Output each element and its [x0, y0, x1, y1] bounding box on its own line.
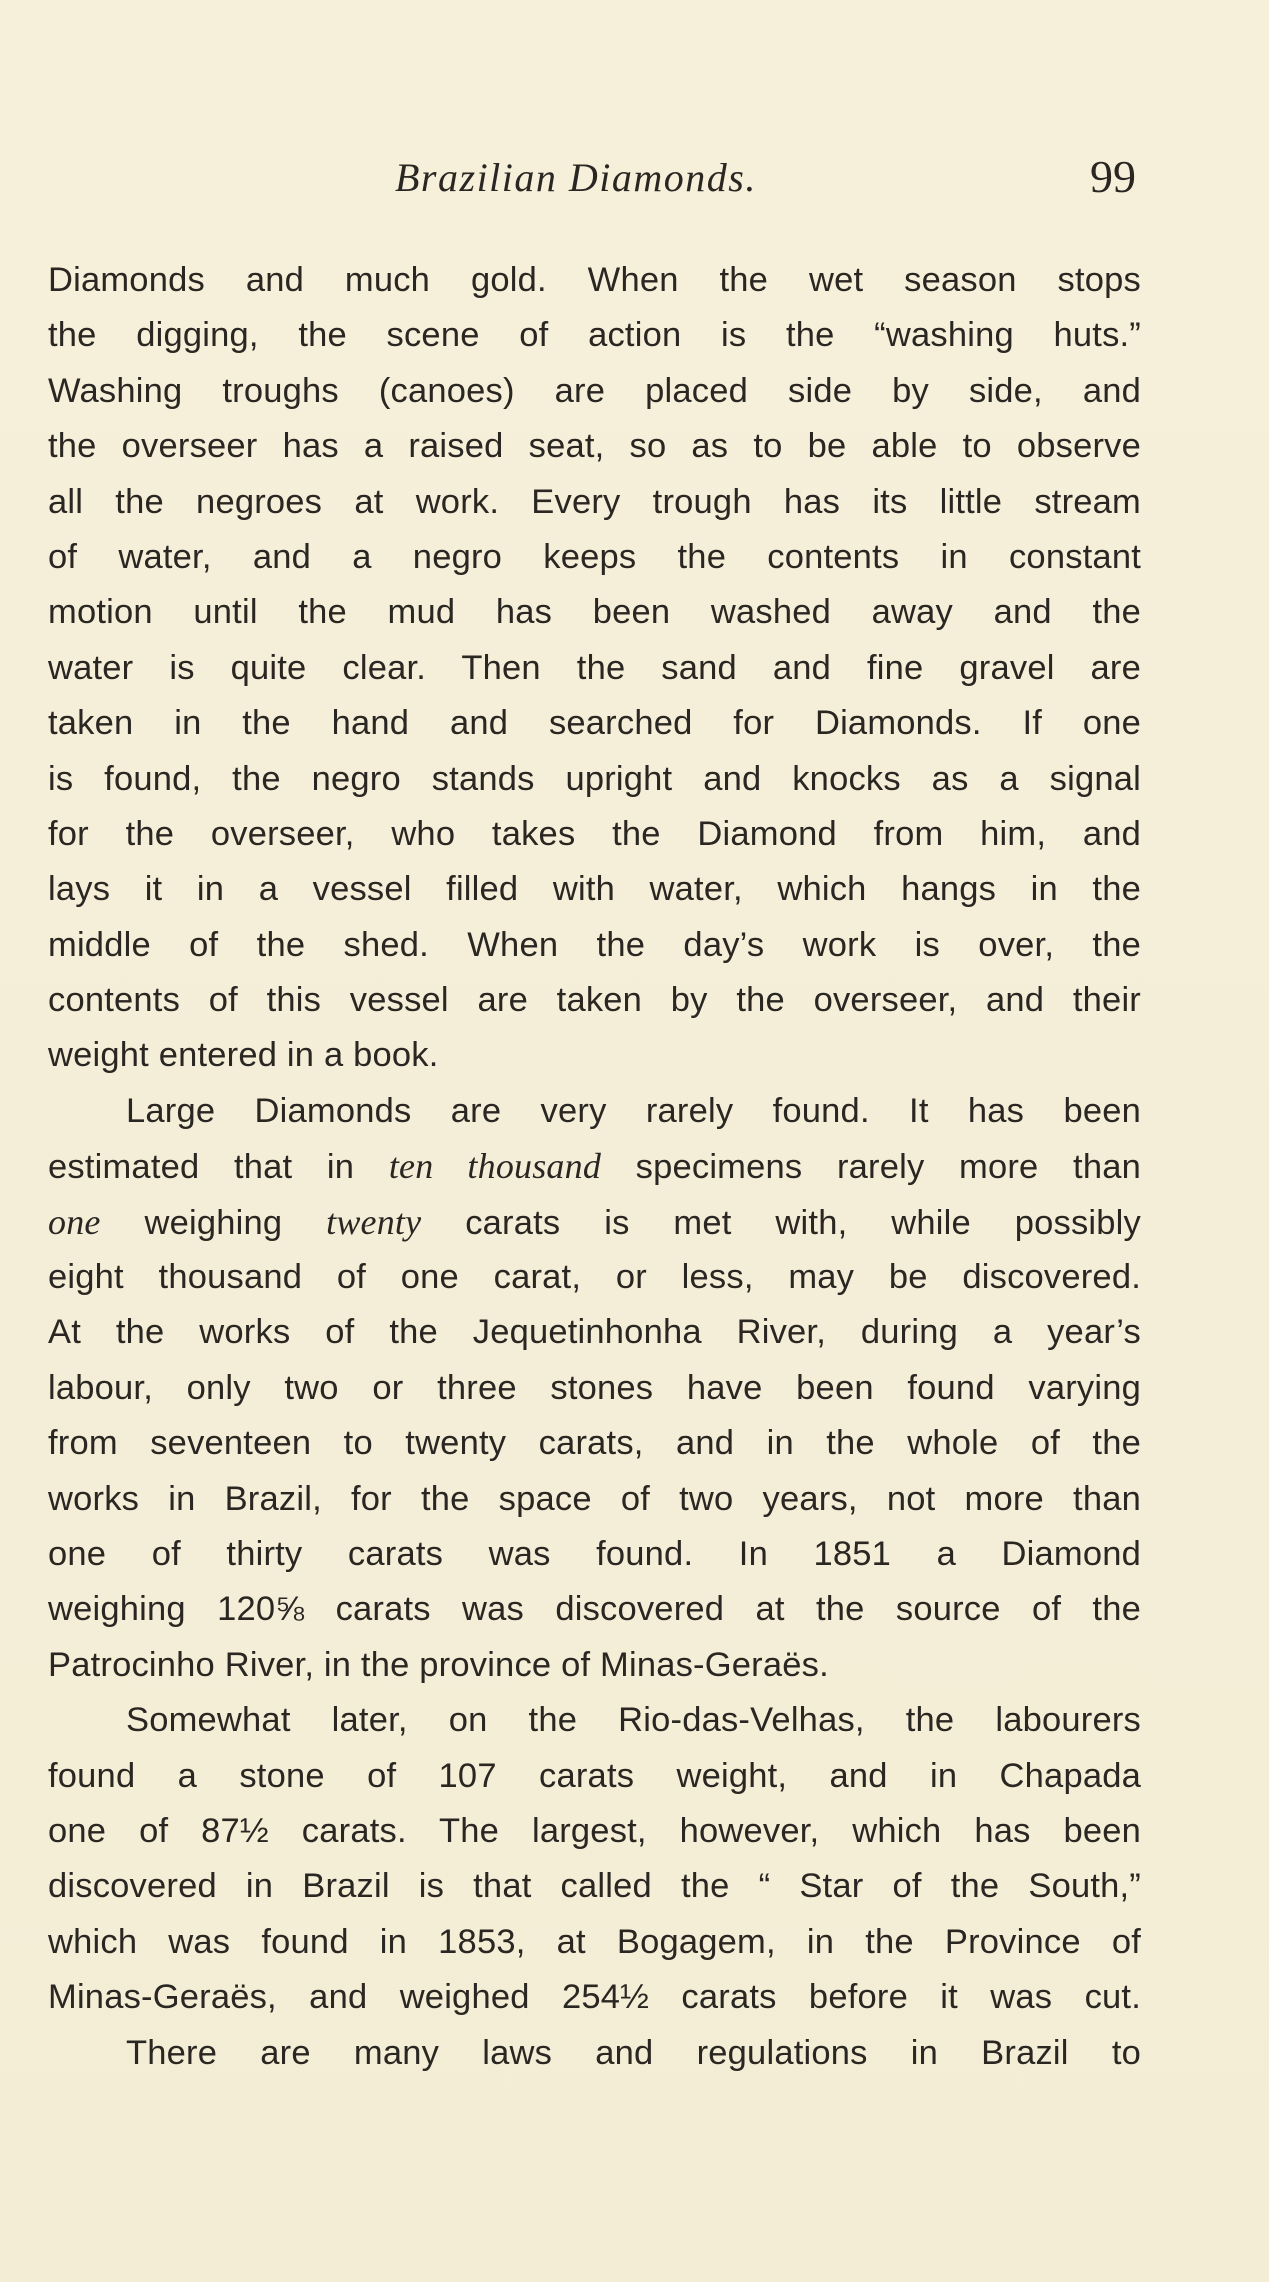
text-line: [48, 862, 1141, 917]
text-line: [48, 1028, 1141, 1083]
text-line: [48, 1804, 1141, 1859]
text-run: water is quite clear. Then the sand and fine gravel are: [48, 648, 1141, 687]
text-line: [48, 1693, 1141, 1748]
text-run: of water, and a negro keeps the contents in constant: [48, 537, 1141, 576]
text-line: [48, 1139, 1141, 1194]
text-run: middle of the shed. When the day’s work is over, the: [48, 925, 1141, 964]
text-run: At the works of the Jequetinhonha River, during a year’s: [48, 1313, 1141, 1352]
text-line: [48, 530, 1141, 585]
text-line: [48, 1527, 1141, 1582]
italic-phrase: one: [48, 1201, 101, 1242]
text-run: There are many laws and regulations in Brazil to: [126, 2033, 1141, 2072]
text-line: [48, 973, 1141, 1028]
page-number: 99: [1090, 151, 1136, 202]
running-title: Brazilian Diamonds.: [395, 155, 757, 200]
text-run: eight thousand of one carat, or less, may be discovered.: [48, 1258, 1141, 1297]
italic-phrase: twenty: [326, 1201, 422, 1242]
text-line: [48, 253, 1141, 308]
text-line: [48, 1472, 1141, 1527]
text-line: [48, 1859, 1141, 1914]
text-line: [48, 419, 1141, 474]
text-run: for the overseer, who takes the Diamond from him, and: [48, 814, 1141, 853]
text-line: [48, 696, 1141, 751]
text-line: [48, 807, 1141, 862]
text-run: Washing troughs (canoes) are placed side by side, and: [48, 371, 1141, 410]
text-run: specimens rarely more than: [601, 1148, 1141, 1187]
body-text: [48, 253, 1141, 2081]
text-run: weighing 120⅝ carats was discovered at the source of the: [48, 1590, 1141, 1629]
text-line: [48, 752, 1141, 807]
text-run: carats is met with, while possibly: [421, 1203, 1141, 1242]
text-line: [48, 1582, 1141, 1637]
text-line: [48, 918, 1141, 973]
text-run: Diamonds and much gold. When the wet season stops: [48, 261, 1141, 299]
text-run: is found, the negro stands upright and knocks as a signal: [48, 759, 1141, 798]
text-run: from seventeen to twenty carats, and in the whole of the: [48, 1424, 1141, 1463]
text-run: which was found in 1853, at Bogagem, in the Province of: [48, 1922, 1141, 1961]
text-run: estimated that in: [48, 1148, 389, 1187]
text-run: contents of this vessel are taken by the overseer, and their: [48, 981, 1141, 1020]
text-run: taken in the hand and searched for Diamonds. If one: [48, 704, 1141, 743]
text-line: [48, 1361, 1141, 1416]
text-line: [48, 641, 1141, 696]
running-head: [395, 150, 1195, 220]
text-line: [48, 364, 1141, 419]
text-run: Patrocinho River, in the province of Minas-Geraës.: [48, 1645, 829, 1684]
text-run: motion until the mud has been washed away and the: [48, 593, 1141, 632]
text-run: the overseer has a raised seat, so as to be able to observe: [48, 427, 1141, 466]
text-run: labour, only two or three stones have been found varying: [48, 1368, 1141, 1407]
text-run: works in Brazil, for the space of two years, not more than: [48, 1479, 1141, 1518]
text-line: [48, 1416, 1141, 1471]
text-run: Large Diamonds are very rarely found. It has been: [126, 1091, 1141, 1130]
text-line: [48, 1084, 1141, 1139]
text-run: Somewhat later, on the Rio-das-Velhas, the labourers: [126, 1701, 1141, 1740]
text-line: [48, 2026, 1141, 2081]
text-line: [48, 1915, 1141, 1970]
text-line: [48, 1970, 1141, 2025]
text-line: [48, 1749, 1141, 1804]
text-line: [48, 475, 1141, 530]
text-line: [48, 308, 1141, 363]
text-line: [48, 585, 1141, 640]
text-run: weighing: [100, 1203, 327, 1242]
text-run: the digging, the scene of action is the “washing huts.”: [48, 316, 1141, 355]
text-run: lays it in a vessel filled with water, which hangs in the: [48, 870, 1141, 909]
text-run: all the negroes at work. Every trough has its little stream: [48, 482, 1141, 521]
text-run: found a stone of 107 carats weight, and in Chapada: [48, 1756, 1141, 1795]
text-run: one of 87½ carats. The largest, however, which has been: [48, 1811, 1141, 1850]
text-line: [48, 1195, 1141, 1250]
text-run: weight entered in a book.: [48, 1036, 439, 1075]
text-line: [48, 1250, 1141, 1305]
text-run: Minas-Geraës, and weighed 254½ carats before it was cut.: [48, 1978, 1141, 2017]
text-run: discovered in Brazil is that called the “ Star of the South,”: [48, 1867, 1141, 1906]
text-line: [48, 1638, 1141, 1693]
text-run: one of thirty carats was found. In 1851 a Diamond: [48, 1534, 1141, 1573]
text-line: [48, 1305, 1141, 1360]
italic-phrase: ten thousand: [388, 1146, 602, 1187]
